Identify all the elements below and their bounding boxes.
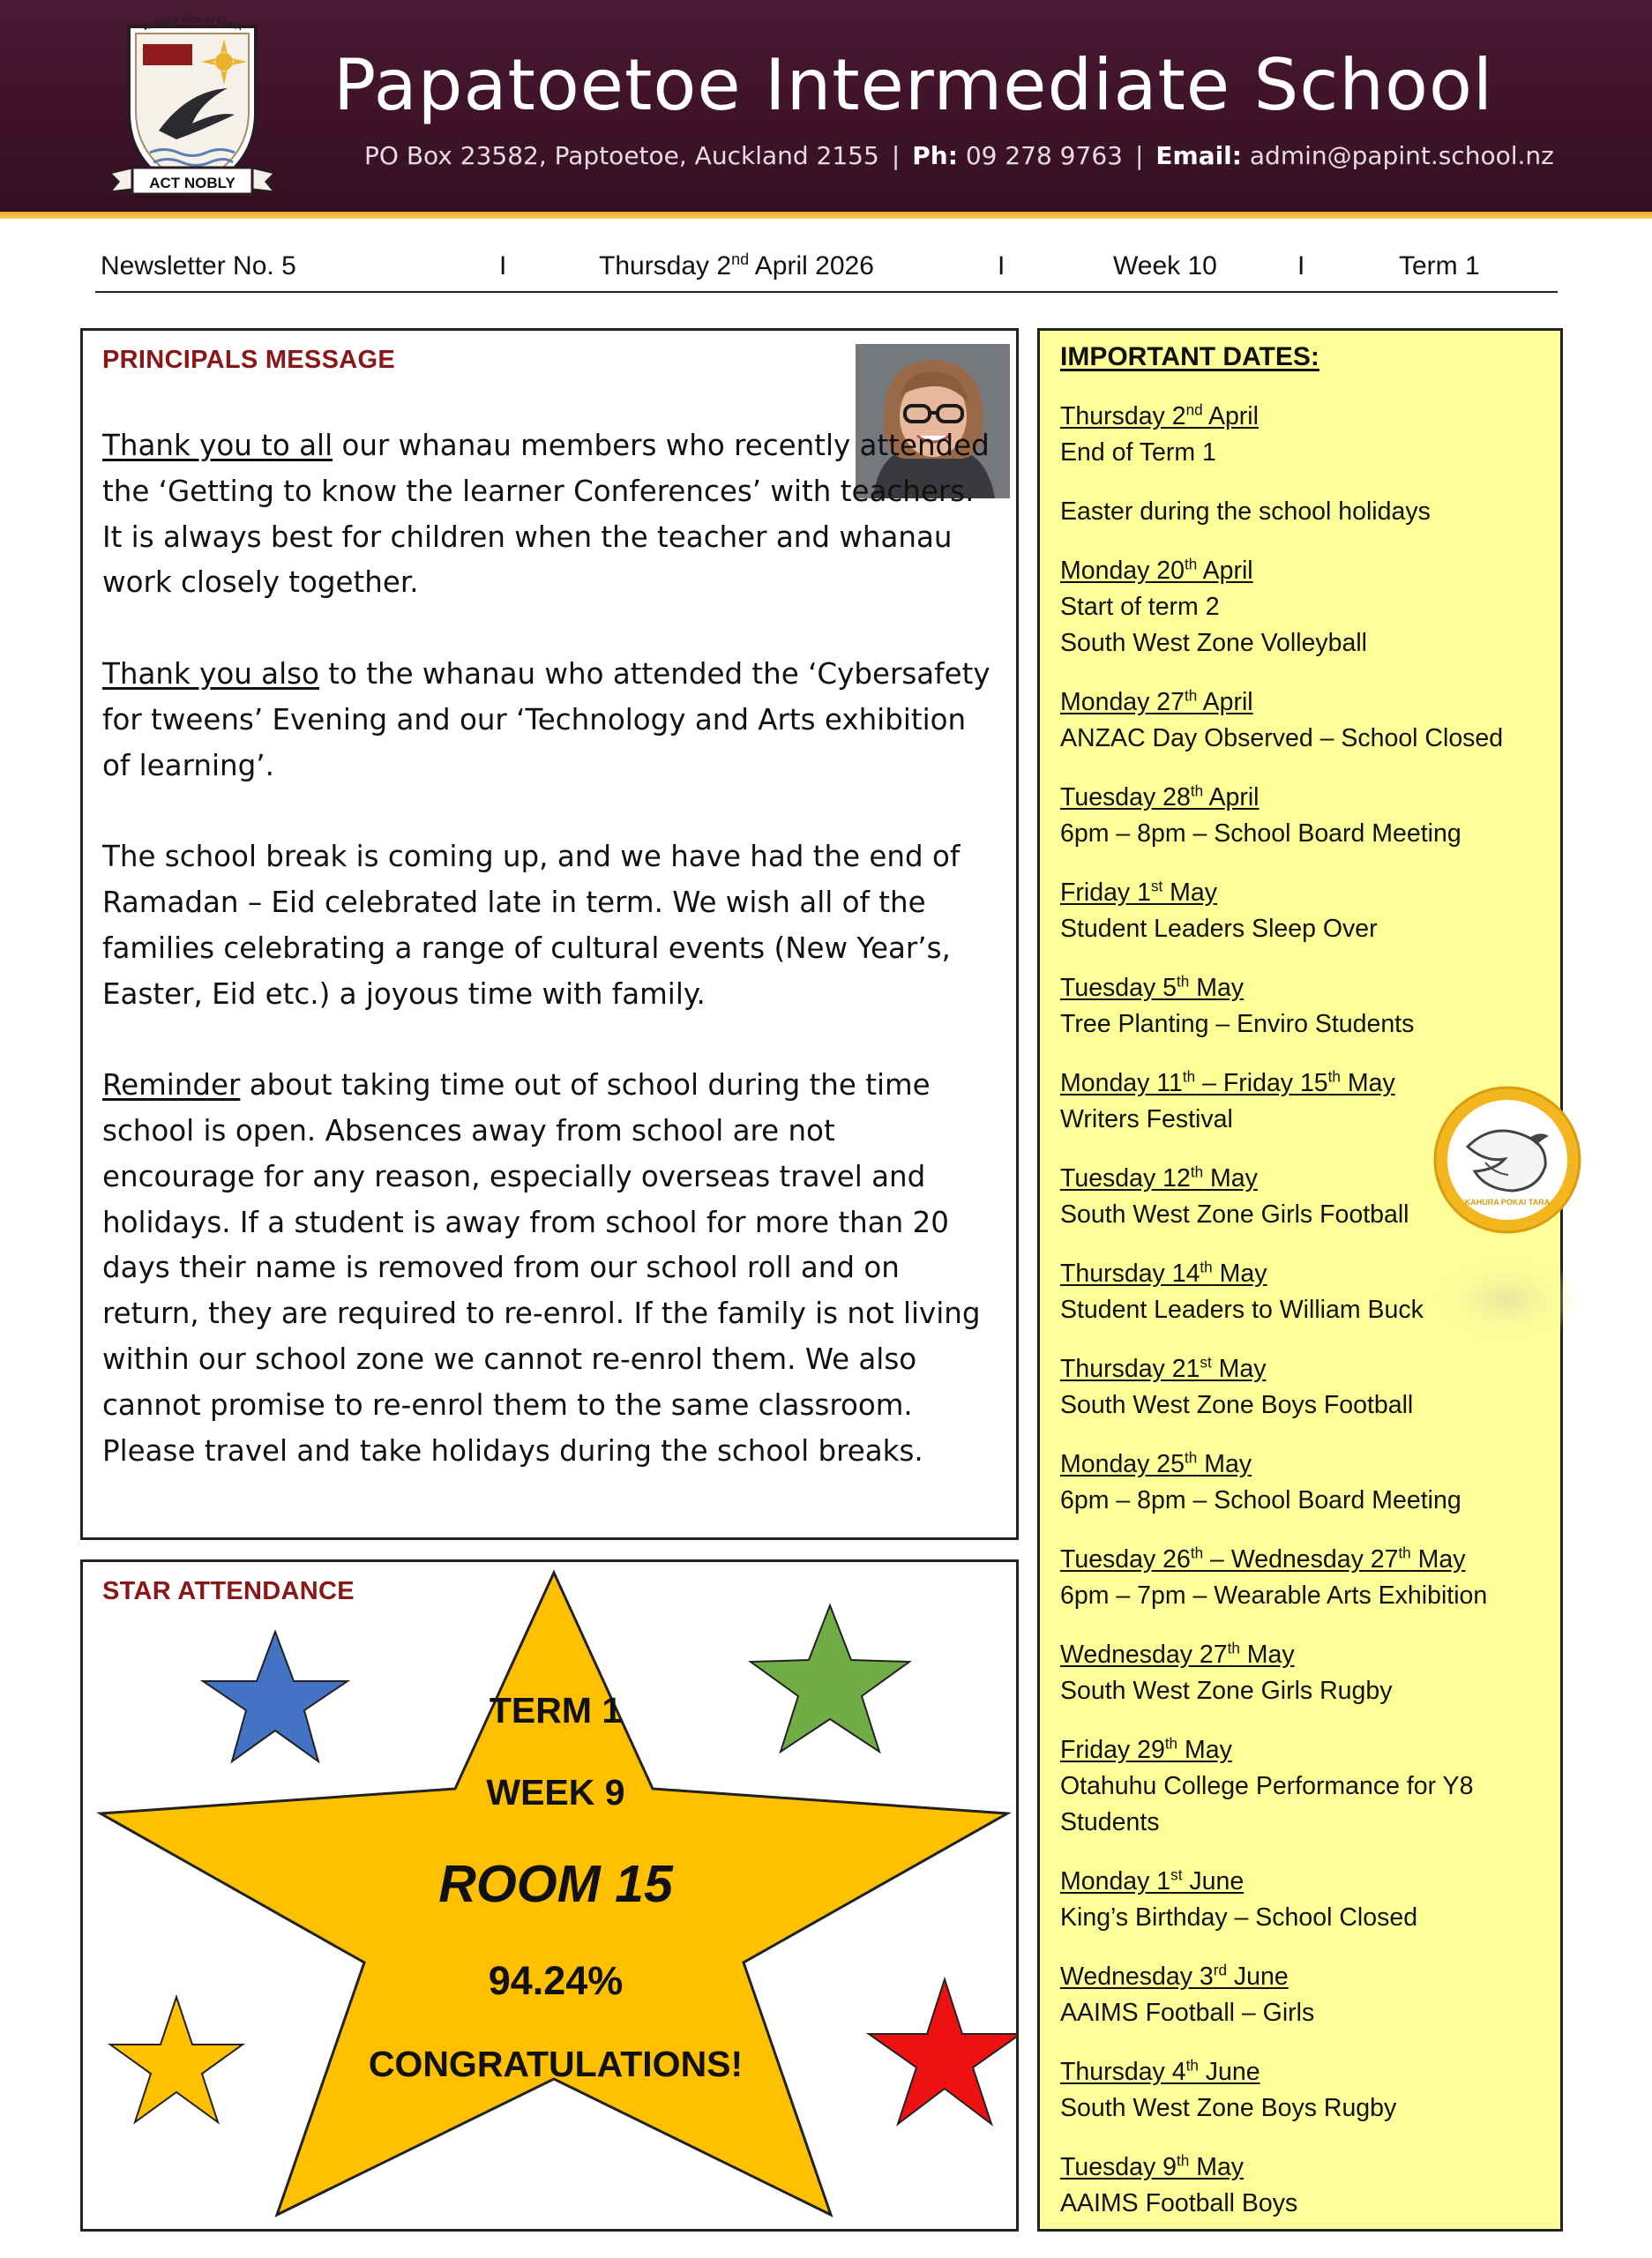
newsletter-number: Newsletter No. 5 <box>101 251 296 280</box>
contact-line <box>364 141 1554 170</box>
event-date: Monday 25th May <box>1060 1449 1252 1478</box>
event-description: 6pm – 7pm – Wearable Arts Exhibition <box>1060 1581 1488 1610</box>
event-date: Tuesday 28th April <box>1060 782 1260 811</box>
date-event <box>1060 2054 1554 2127</box>
event-description: End of Term 1 <box>1060 438 1216 467</box>
kahurangi-badge-logo <box>1432 1085 1582 1235</box>
event-date: Monday 11th – Friday 15th May <box>1060 1068 1395 1097</box>
email-label: Email: <box>1155 141 1242 170</box>
separator: | <box>1134 141 1144 170</box>
blue-star <box>203 1632 348 1761</box>
event-date: Wednesday 27th May <box>1060 1640 1295 1669</box>
principal-message-body <box>102 423 993 1520</box>
event-description: South West Zone Girls Football <box>1060 1200 1409 1229</box>
event-description: South West Zone Boys Football <box>1060 1391 1414 1419</box>
newsletter-date: Thursday 2nd April 2026 <box>599 250 874 280</box>
email-address: admin@papint.school.nz <box>1249 141 1554 170</box>
star-room: ROOM 15 <box>438 1855 673 1913</box>
school-name: Papatoetoe Intermediate School <box>333 44 1494 126</box>
star-term: TERM 1 <box>489 1690 623 1731</box>
date-event <box>1060 553 1554 662</box>
date-event <box>1060 684 1554 757</box>
date-event <box>1060 1864 1554 1936</box>
date-event <box>1060 1637 1554 1709</box>
event-description: South West Zone Girls Rugby <box>1060 1677 1393 1705</box>
phone-label: Ph: <box>912 141 958 170</box>
principal-message-title: PRINCIPALS MESSAGE <box>102 346 395 374</box>
event-description: 6pm – 8pm – School Board Meeting <box>1060 1486 1461 1514</box>
date-event <box>1060 780 1554 852</box>
event-date: Wednesday 3rd June <box>1060 1962 1289 1991</box>
date-event <box>1060 1447 1554 1519</box>
principal-paragraph-1: Thank you to all our whanau members who recently attended the ‘Getting to know the learner Conferences’ with teachers. It is always best for children when the teacher and whanau work closely together. <box>102 429 990 600</box>
event-date: Thursday 21st May <box>1060 1354 1267 1383</box>
date-event <box>1060 1732 1554 1841</box>
address: PO Box 23582, Paptoetoe, Auckland 2155 <box>364 141 879 170</box>
info-divider <box>95 291 1558 293</box>
event-description: Easter during the school holidays <box>1060 497 1431 526</box>
event-description: Student Leaders Sleep Over <box>1060 915 1378 943</box>
event-date: Monday 20th April <box>1060 556 1253 585</box>
event-date: Thursday 14th May <box>1060 1259 1267 1288</box>
decorative-blur-graphic <box>1427 1251 1586 1348</box>
term-number: Term 1 <box>1399 251 1480 280</box>
event-description: AAIMS Football – Girls <box>1060 1999 1315 2027</box>
date-event <box>1060 2150 1554 2222</box>
date-event <box>1060 1351 1554 1424</box>
crest-motto-top: WHAKA POKAI TARA <box>141 14 243 34</box>
event-description: South West Zone Volleyball <box>1060 629 1368 657</box>
event-description: Writers Festival <box>1060 1105 1233 1133</box>
event-date: Monday 1st June <box>1060 1866 1245 1895</box>
event-description: Otahuhu College Performance for Y8 Students <box>1060 1772 1474 1836</box>
event-date: Tuesday 26th – Wednesday 27th May <box>1060 1544 1466 1574</box>
info-separator: I <box>499 251 507 280</box>
event-description: Tree Planting – Enviro Students <box>1060 1010 1415 1038</box>
red-star <box>869 1979 1017 2124</box>
badge-text: KAHURA POKAI TARA <box>1464 1198 1551 1207</box>
event-date: Tuesday 5th May <box>1060 973 1245 1002</box>
phone-number: 09 278 9763 <box>965 141 1123 170</box>
event-description: King’s Birthday – School Closed <box>1060 1903 1418 1932</box>
star-percent: 94.24% <box>488 1958 624 2003</box>
date-event <box>1060 970 1554 1043</box>
event-date: Monday 27th April <box>1060 687 1253 716</box>
date-event <box>1060 1542 1554 1614</box>
event-description: Student Leaders to William Buck <box>1060 1296 1424 1324</box>
date-event <box>1060 399 1554 471</box>
event-description: Start of term 2 <box>1060 593 1220 621</box>
school-crest-logo <box>104 7 280 203</box>
separator: | <box>891 141 901 170</box>
star-congratulations: CONGRATULATIONS! <box>368 2044 744 2084</box>
event-date: Thursday 2nd April <box>1060 401 1259 430</box>
crest-motto-bottom: ACT NOBLY <box>149 175 235 191</box>
event-description: 6pm – 8pm – School Board Meeting <box>1060 819 1461 848</box>
principal-paragraph-3: The school break is coming up, and we have had the end of Ramadan – Eid celebrated late in term. We wish all of the families celebrating a range of cultural events (New Year’s, Easter, Eid etc.) a joyous time with family. <box>102 840 961 1011</box>
principal-paragraph-4: Reminder about taking time out of school during the time school is open. Absences away from school are not encourage for any reason, especially overseas travel and holidays. If a student is away from school for more than 20 days their name is removed from our school roll and on return, they are required to re-enrol. If the family is not living within our school zone we cannot re-enrol them. We also cannot promise to re-enrol them to the same classroom. Please travel and take holidays during the school breaks. <box>102 1068 981 1468</box>
header-accent-stripe <box>0 212 1652 219</box>
event-description: AAIMS Football Boys <box>1060 2189 1298 2217</box>
important-dates-title: IMPORTANT DATES: <box>1060 342 1319 371</box>
event-date: Tuesday 9th May <box>1060 2152 1245 2181</box>
event-date: Tuesday 12th May <box>1060 1163 1258 1193</box>
event-date: Thursday 4th June <box>1060 2057 1260 2086</box>
week-number: Week 10 <box>1113 251 1217 280</box>
info-separator: I <box>1297 251 1305 280</box>
small-gold-star <box>110 1997 243 2122</box>
event-description: South West Zone Boys Rugby <box>1060 2094 1397 2122</box>
star-week: WEEK 9 <box>486 1772 625 1813</box>
info-separator: I <box>998 251 1005 280</box>
date-event <box>1060 875 1554 947</box>
event-description: ANZAC Day Observed – School Closed <box>1060 724 1504 752</box>
event-date: Friday 1st May <box>1060 878 1218 907</box>
date-event <box>1060 494 1554 530</box>
date-event <box>1060 1959 1554 2031</box>
event-date: Friday 29th May <box>1060 1735 1232 1764</box>
principal-paragraph-2: Thank you also to the whanau who attended the ‘Cybersafety for tweens’ Evening and our ‘Technology and Arts exhibition of learning’. <box>102 656 990 782</box>
star-attendance-title: STAR ATTENDANCE <box>102 1577 355 1605</box>
